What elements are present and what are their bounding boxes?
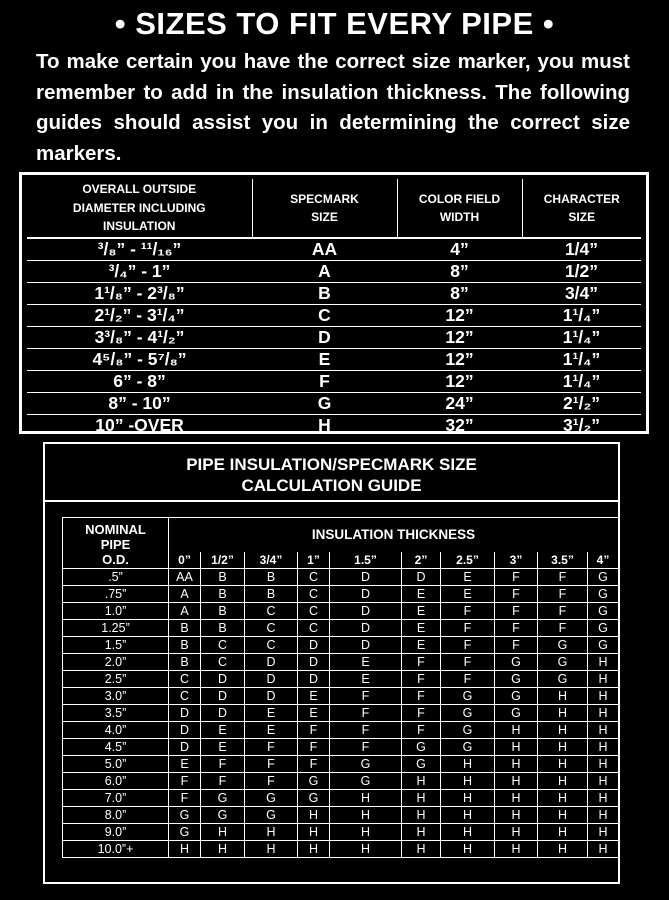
specmark-cell: B — [245, 569, 298, 586]
specmark-cell: A — [169, 603, 201, 620]
specmark-cell: C — [298, 569, 330, 586]
thickness-header-cell: 1.5” — [330, 552, 402, 569]
specmark-cell: F — [538, 620, 588, 637]
header-line: PIPE — [100, 537, 131, 552]
specmark-cell: C — [201, 654, 245, 671]
specmark-cell: H — [588, 671, 619, 688]
specmark-cell: H — [402, 790, 441, 807]
size-table-body — [27, 238, 641, 436]
specmark-cell: F — [441, 654, 495, 671]
specmark-size-cell: C — [252, 305, 397, 327]
specmark-cell: D — [298, 654, 330, 671]
character-size-cell: 1/4” — [564, 239, 599, 259]
pipe-od-cell: 3.0” — [63, 688, 169, 705]
specmark-cell: H — [588, 790, 619, 807]
table-row — [63, 637, 619, 654]
specmark-cell: D — [330, 569, 402, 586]
specmark-cell: F — [441, 603, 495, 620]
specmark-cell: B — [201, 620, 245, 637]
specmark-cell: E — [298, 705, 330, 722]
pipe-od-cell: 4.5” — [63, 739, 169, 756]
specmark-cell: F — [330, 705, 402, 722]
specmark-size-cell: B — [252, 283, 397, 305]
specmark-cell: H — [538, 722, 588, 739]
nominal-od-header: O.D. — [63, 552, 169, 569]
specmark-cell: E — [201, 722, 245, 739]
character-size-cell: 3/4” — [522, 283, 641, 305]
character-size-cell: 1/2” — [522, 261, 641, 283]
specmark-cell: F — [298, 756, 330, 773]
table-row — [63, 807, 619, 824]
pipe-od-cell: 1.0” — [63, 603, 169, 620]
header-line: COLOR FIELD — [418, 191, 501, 206]
specmark-cell: F — [495, 569, 538, 586]
specmark-cell: E — [330, 654, 402, 671]
specmark-cell: F — [402, 671, 441, 688]
specmark-cell: D — [330, 620, 402, 637]
specmark-cell: B — [201, 603, 245, 620]
specmark-cell: H — [495, 824, 538, 841]
header-line: OVERALL OUTSIDE — [82, 182, 197, 197]
headline: • SIZES TO FIT EVERY PIPE • — [114, 6, 555, 41]
specmark-cell: D — [330, 637, 402, 654]
overall-diameter-cell: 8” - 10” — [27, 393, 252, 415]
specmark-cell: F — [402, 722, 441, 739]
thickness-header-cell: 3.5” — [538, 552, 588, 569]
specmark-cell: D — [245, 688, 298, 705]
specmark-cell: H — [538, 841, 588, 858]
size-table-header — [27, 179, 641, 238]
specmark-cell: E — [245, 705, 298, 722]
specmark-cell: H — [441, 841, 495, 858]
specmark-size-cell: D — [252, 327, 397, 349]
specmark-cell: D — [330, 603, 402, 620]
specmark-cell: F — [495, 603, 538, 620]
specmark-cell: C — [245, 620, 298, 637]
specmark-cell: H — [495, 841, 538, 858]
table-row — [63, 773, 619, 790]
specmark-cell: F — [402, 688, 441, 705]
overall-diameter-cell: 6” - 8” — [27, 371, 252, 393]
specmark-cell: C — [298, 603, 330, 620]
specmark-cell: G — [588, 637, 619, 654]
specmark-cell: F — [441, 620, 495, 637]
specmark-cell: F — [538, 603, 588, 620]
color-field-width-cell: 32” — [397, 415, 522, 437]
specmark-cell: H — [495, 756, 538, 773]
specmark-cell: AA — [169, 569, 201, 586]
specmark-cell: H — [245, 841, 298, 858]
specmark-cell: H — [495, 722, 538, 739]
header-character-size — [522, 179, 641, 238]
specmark-cell: B — [169, 654, 201, 671]
specmark-cell: H — [330, 841, 402, 858]
calculation-guide-body — [63, 569, 619, 858]
specmark-cell: F — [245, 739, 298, 756]
pipe-od-cell: 3.5” — [63, 705, 169, 722]
table-row — [63, 790, 619, 807]
thickness-header-cell: 1/2” — [201, 552, 245, 569]
thickness-header-cell: 2.5” — [441, 552, 495, 569]
specmark-size-cell: E — [252, 349, 397, 371]
specmark-cell: H — [588, 841, 619, 858]
specmark-cell: H — [538, 773, 588, 790]
specmark-cell: B — [169, 620, 201, 637]
title-line: CALCULATION GUIDE — [241, 476, 422, 495]
specmark-cell: H — [441, 807, 495, 824]
specmark-cell: H — [169, 841, 201, 858]
thickness-header-cell: 0” — [169, 552, 201, 569]
specmark-cell: G — [441, 688, 495, 705]
specmark-cell: F — [298, 722, 330, 739]
specmark-cell: H — [495, 790, 538, 807]
table-row — [63, 705, 619, 722]
character-size-cell: 1¹/₄” — [522, 327, 641, 349]
insulation-thickness-header: INSULATION THICKNESS — [169, 518, 619, 553]
specmark-cell: H — [588, 688, 619, 705]
specmark-cell: D — [402, 569, 441, 586]
specmark-cell: C — [298, 620, 330, 637]
specmark-cell: C — [245, 603, 298, 620]
specmark-cell: H — [201, 824, 245, 841]
table-row — [63, 756, 619, 773]
color-field-width-cell: 12” — [397, 349, 522, 371]
pipe-od-cell: 8.0” — [63, 807, 169, 824]
specmark-cell: H — [538, 807, 588, 824]
specmark-cell: H — [245, 824, 298, 841]
thickness-header-cell: 4” — [588, 552, 619, 569]
calculation-guide — [43, 442, 620, 884]
specmark-cell: H — [588, 739, 619, 756]
pipe-od-cell: 7.0” — [63, 790, 169, 807]
specmark-cell: G — [298, 790, 330, 807]
specmark-cell: G — [330, 773, 402, 790]
overall-diameter-cell: 4⁵/₈” - 5⁷/₈” — [27, 349, 252, 371]
intro-paragraph: To make certain you have the correct size marker, you must remember to add in the insulation thickness. The following guides should assist you in determining the correct size markers. — [36, 50, 630, 165]
specmark-cell: D — [169, 722, 201, 739]
specmark-cell: H — [441, 773, 495, 790]
specmark-cell: D — [245, 671, 298, 688]
specmark-cell: H — [588, 773, 619, 790]
specmark-cell: G — [245, 790, 298, 807]
character-size-cell: 1¹/₄” — [522, 305, 641, 327]
specmark-cell: D — [201, 671, 245, 688]
pipe-od-cell: 6.0” — [63, 773, 169, 790]
table-row — [27, 371, 641, 393]
pipe-od-cell: .75” — [63, 586, 169, 603]
table-row — [63, 603, 619, 620]
specmark-cell: E — [402, 603, 441, 620]
specmark-cell: C — [169, 688, 201, 705]
specmark-cell: F — [538, 569, 588, 586]
header-overall-diameter — [27, 179, 252, 238]
color-field-width-cell: 4” — [450, 239, 469, 259]
color-field-width-cell: 12” — [397, 327, 522, 349]
character-size-cell: 1¹/₄” — [522, 349, 641, 371]
specmark-cell: F — [441, 637, 495, 654]
specmark-cell: E — [201, 739, 245, 756]
header-line: NOMINAL — [85, 522, 146, 537]
specmark-cell: C — [245, 637, 298, 654]
specmark-cell: H — [495, 739, 538, 756]
pipe-od-cell: 4.0” — [63, 722, 169, 739]
specmark-cell: G — [495, 654, 538, 671]
specmark-cell: G — [201, 790, 245, 807]
specmark-cell: G — [169, 807, 201, 824]
color-field-width-cell: 12” — [397, 371, 522, 393]
specmark-size-cell: A — [252, 261, 397, 283]
specmark-cell: F — [495, 586, 538, 603]
specmark-cell: G — [441, 722, 495, 739]
overall-diameter-cell: ³/₈” - ¹¹/₁₆” — [97, 239, 182, 259]
specmark-cell: H — [588, 654, 619, 671]
specmark-cell: H — [402, 824, 441, 841]
specmark-cell: G — [245, 807, 298, 824]
specmark-cell: H — [588, 756, 619, 773]
specmark-cell: G — [402, 739, 441, 756]
specmark-cell: H — [538, 824, 588, 841]
specmark-cell: G — [538, 637, 588, 654]
color-field-width-cell: 12” — [397, 305, 522, 327]
table-row — [63, 824, 619, 841]
specmark-cell: F — [298, 739, 330, 756]
specmark-cell: H — [298, 824, 330, 841]
specmark-size-cell: G — [252, 393, 397, 415]
specmark-cell: F — [330, 739, 402, 756]
specmark-cell: G — [588, 603, 619, 620]
specmark-cell: E — [402, 637, 441, 654]
specmark-cell: A — [169, 586, 201, 603]
table-row — [27, 238, 641, 261]
specmark-cell: G — [330, 756, 402, 773]
table-row — [27, 305, 641, 327]
specmark-cell: F — [245, 773, 298, 790]
color-field-width-cell: 8” — [397, 283, 522, 305]
specmark-cell: H — [441, 824, 495, 841]
specmark-cell: G — [402, 756, 441, 773]
specmark-cell: H — [538, 705, 588, 722]
specmark-cell: E — [441, 569, 495, 586]
specmark-cell: H — [298, 841, 330, 858]
specmark-cell: H — [495, 807, 538, 824]
pipe-od-cell: 1.25” — [63, 620, 169, 637]
specmark-cell: D — [201, 688, 245, 705]
table-row — [63, 671, 619, 688]
specmark-cell: D — [298, 637, 330, 654]
specmark-cell: G — [441, 705, 495, 722]
specmark-cell: E — [402, 620, 441, 637]
specmark-cell: F — [441, 671, 495, 688]
specmark-cell: G — [495, 688, 538, 705]
table-row — [27, 349, 641, 371]
specmark-cell: E — [441, 586, 495, 603]
thickness-header-cell: 3” — [495, 552, 538, 569]
specmark-cell: G — [201, 807, 245, 824]
specmark-cell: D — [330, 586, 402, 603]
color-field-width-cell: 24” — [397, 393, 522, 415]
header-line: SIZE — [568, 210, 596, 224]
size-table — [19, 172, 649, 434]
specmark-cell: E — [245, 722, 298, 739]
specmark-size-cell: AA — [311, 239, 338, 259]
specmark-cell: E — [330, 671, 402, 688]
specmark-cell: H — [495, 773, 538, 790]
thickness-header-cell: 3/4” — [245, 552, 298, 569]
header-color-field-width — [397, 179, 522, 238]
character-size-cell: 1¹/₄” — [522, 371, 641, 393]
specmark-cell: F — [201, 773, 245, 790]
specmark-cell: D — [298, 671, 330, 688]
specmark-cell: B — [201, 586, 245, 603]
specmark-cell: H — [201, 841, 245, 858]
header-line: SIZE — [311, 210, 338, 224]
specmark-cell: H — [538, 790, 588, 807]
specmark-cell: B — [245, 586, 298, 603]
overall-diameter-cell: 3³/₈” - 4¹/₂” — [27, 327, 252, 349]
specmark-cell: H — [298, 807, 330, 824]
table-row — [63, 841, 619, 858]
specmark-cell: G — [538, 671, 588, 688]
specmark-cell: G — [495, 671, 538, 688]
table-row — [63, 739, 619, 756]
table-row — [27, 415, 641, 437]
specmark-cell: H — [538, 756, 588, 773]
specmark-cell: H — [441, 790, 495, 807]
specmark-cell: F — [169, 773, 201, 790]
table-row — [63, 569, 619, 586]
calculation-guide-title — [45, 444, 618, 502]
pipe-od-cell: 5.0” — [63, 756, 169, 773]
specmark-cell: E — [402, 586, 441, 603]
specmark-cell: C — [169, 671, 201, 688]
overall-diameter-cell: 10” -OVER — [27, 415, 252, 437]
specmark-cell: G — [169, 824, 201, 841]
specmark-cell: H — [538, 739, 588, 756]
specmark-cell: D — [169, 705, 201, 722]
specmark-cell: D — [201, 705, 245, 722]
specmark-cell: H — [402, 807, 441, 824]
specmark-cell: H — [441, 756, 495, 773]
overall-diameter-cell: 1¹/₈” - 2³/₈” — [27, 283, 252, 305]
specmark-cell: E — [169, 756, 201, 773]
overall-diameter-cell: ³/₄” - 1” — [27, 261, 252, 283]
header-line: INSULATION — [103, 219, 176, 234]
specmark-cell: G — [588, 569, 619, 586]
specmark-cell: G — [588, 586, 619, 603]
specmark-size-cell: F — [252, 371, 397, 393]
specmark-cell: G — [298, 773, 330, 790]
pipe-od-cell: 9.0” — [63, 824, 169, 841]
pipe-od-cell: 10.0”+ — [63, 841, 169, 858]
specmark-cell: E — [298, 688, 330, 705]
specmark-cell: F — [495, 637, 538, 654]
thickness-header-cell: 2” — [402, 552, 441, 569]
table-row — [63, 586, 619, 603]
specmark-cell: B — [169, 637, 201, 654]
specmark-cell: G — [538, 654, 588, 671]
specmark-cell: F — [169, 790, 201, 807]
title-line: PIPE INSULATION/SPECMARK SIZE — [186, 455, 477, 474]
specmark-cell: F — [538, 586, 588, 603]
pipe-od-cell: 2.5” — [63, 671, 169, 688]
table-row — [63, 722, 619, 739]
specmark-cell: H — [588, 824, 619, 841]
specmark-cell: F — [402, 705, 441, 722]
specmark-cell: H — [538, 688, 588, 705]
specmark-cell: H — [588, 807, 619, 824]
header-line: WIDTH — [439, 210, 480, 224]
specmark-cell: H — [402, 773, 441, 790]
table-row — [27, 393, 641, 415]
specmark-cell: G — [495, 705, 538, 722]
specmark-cell: H — [330, 807, 402, 824]
specmark-cell: F — [495, 620, 538, 637]
overall-diameter-cell: 2¹/₂” - 3¹/₄” — [27, 305, 252, 327]
table-row — [63, 620, 619, 637]
table-row — [27, 283, 641, 305]
pipe-od-cell: .5” — [63, 569, 169, 586]
specmark-cell: D — [169, 739, 201, 756]
specmark-cell: B — [201, 569, 245, 586]
character-size-cell: 3¹/₂” — [522, 415, 641, 437]
specmark-cell: G — [588, 620, 619, 637]
specmark-cell: F — [402, 654, 441, 671]
nominal-header — [63, 518, 169, 553]
header-line: SPECMARK — [290, 191, 359, 206]
specmark-cell: H — [588, 722, 619, 739]
header-line: DIAMETER INCLUDING — [72, 200, 206, 215]
specmark-cell: H — [402, 841, 441, 858]
specmark-cell: D — [245, 654, 298, 671]
table-row — [63, 654, 619, 671]
specmark-cell: F — [330, 722, 402, 739]
pipe-od-cell: 1.5” — [63, 637, 169, 654]
header-specmark-size — [252, 179, 397, 238]
specmark-cell: H — [330, 824, 402, 841]
table-row — [27, 261, 641, 283]
color-field-width-cell: 8” — [397, 261, 522, 283]
table-row — [63, 688, 619, 705]
specmark-cell: F — [330, 688, 402, 705]
thickness-header-cell: 1” — [298, 552, 330, 569]
table-row — [27, 327, 641, 349]
specmark-cell: G — [441, 739, 495, 756]
specmark-size-cell: H — [252, 415, 397, 437]
specmark-cell: F — [245, 756, 298, 773]
character-size-cell: 2¹/₂” — [522, 393, 641, 415]
specmark-cell: C — [298, 586, 330, 603]
specmark-cell: H — [588, 705, 619, 722]
header-line: CHARACTER — [543, 191, 620, 206]
specmark-cell: C — [201, 637, 245, 654]
pipe-od-cell: 2.0” — [63, 654, 169, 671]
specmark-cell: F — [201, 756, 245, 773]
specmark-cell: H — [330, 790, 402, 807]
